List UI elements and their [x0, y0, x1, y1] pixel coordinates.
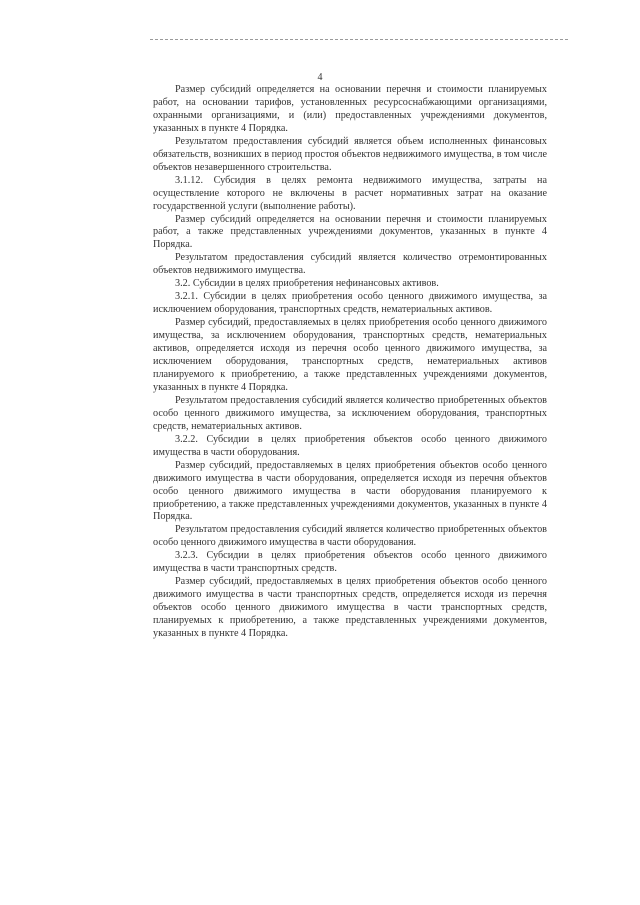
paragraph: 3.2.2. Субсидии в целях приобретения объектов особо ценного движимого имущества в части оборудования. — [153, 433, 547, 458]
paragraph: Результатом предоставления субсидий является количество приобретенных объектов особо ценного движимого имущества, за исключением оборудования, транспортных средств, нематериальных активов. — [153, 394, 547, 432]
page-number: 4 — [317, 72, 323, 83]
section-heading: 3.2. Субсидии в целях приобретения нефинансовых активов. — [175, 278, 439, 290]
paragraph: Результатом предоставления субсидий является количество отремонтированных объектов недвижимого имущества. — [153, 252, 547, 277]
paragraph: Размер субсидий определяется на основании перечня и стоимости планируемых работ, на основании тарифов, установленных ресурсоснабжающими организациями, охранными организациями, и (или) предоставленных учреждениями документов, указанных в пункте 4 Порядка. — [153, 84, 547, 134]
paragraph: 3.2.3. Субсидии в целях приобретения объектов особо ценного движимого имущества в части транспортных средств. — [153, 550, 547, 575]
paragraph: Размер субсидий определяется на основании перечня и стоимости планируемых работ, а также представленных учреждениями документов, указанных в пункте 4 Порядка. — [153, 213, 547, 251]
paragraph: Размер субсидий, предоставляемых в целях приобретения особо ценного движимого имущества, за исключением оборудования, транспортных средств, нематериальных активов, определяется исходя из перечня особо ценного движимого имущества, за исключением оборудования, транспортных средств, нематериальных активов планируемого к приобретению, а также представленных учреждениями документов, указанных в пункте 4 Порядка. — [153, 317, 547, 393]
paragraph: 3.2.1. Субсидии в целях приобретения особо ценного движимого имущества, за исключением оборудования, транспортных средств, нематериальных активов. — [153, 291, 547, 316]
paragraph: Размер субсидий, предоставляемых в целях приобретения объектов особо ценного движимого имущества в части оборудования, определяется исходя из перечня объектов особо ценного движимого имущества в части оборудования планируемого к приобретению, а также представленных учреждениями документов, указанных в пункте 4 Порядка. — [153, 459, 547, 523]
paragraph: Размер субсидий, предоставляемых в целях приобретения объектов особо ценного движимого имущества в части транспортных средств, определяется исходя из перечня объектов особо ценного движимого имущества в части транспортных средств, планируемых к приобретению, а также представленных учреждениями документов, указанных в пункте 4 Порядка. — [153, 576, 547, 640]
paragraph: Результатом предоставления субсидий является количество приобретенных объектов особо ценного движимого имущества в части оборудования. — [153, 524, 547, 549]
paragraph: 3.1.12. Субсидия в целях ремонта недвижимого имущества, затраты на осуществление которого не включены в расчет нормативных затрат на оказание государственной услуги (выполнение работы). — [153, 174, 547, 212]
document-body — [153, 84, 547, 641]
top-divider — [150, 39, 568, 40]
paragraph: Результатом предоставления субсидий является объем исполненных финансовых обязательств, возникших в период простоя объектов недвижимого имущества, в том числе объектов незавершенного строительства. — [153, 135, 547, 173]
